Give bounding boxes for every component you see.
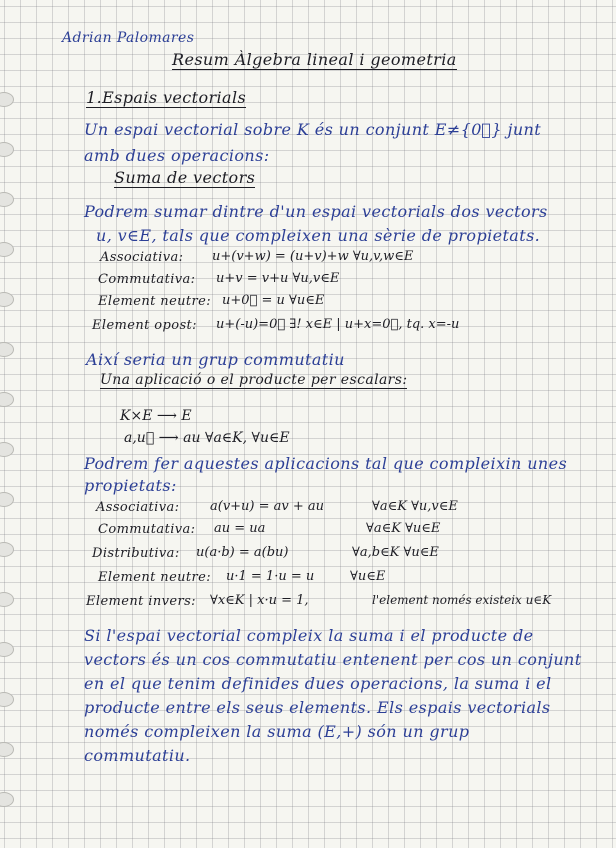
binder-hole bbox=[0, 92, 14, 107]
section-heading: 1.Espais vectorials bbox=[86, 88, 247, 107]
intro-line: amb dues operacions: bbox=[84, 146, 270, 165]
conclusion-line: vectors és un cos commutatiu entenent per cos un conjunt bbox=[84, 650, 582, 669]
binder-hole bbox=[0, 542, 14, 557]
property-quantifier: ∀a,b∈K ∀u∈E bbox=[352, 545, 439, 560]
conclusion-line: només compleixen la suma (E,+) són un grup bbox=[84, 722, 470, 741]
subheading-sum: Suma de vectors bbox=[114, 168, 256, 187]
property-name: Associativa: bbox=[100, 250, 184, 265]
property-formula: u+0⃗ = u ∀u∈E bbox=[222, 293, 325, 308]
property-name: Element invers: bbox=[86, 594, 196, 609]
property-name: Distributiva: bbox=[92, 546, 180, 561]
property-name: Element neutre: bbox=[98, 294, 212, 309]
scalar-intro-line: propietats: bbox=[84, 476, 177, 495]
binder-hole bbox=[0, 592, 14, 607]
subheading-scalar: Una aplicació o el producte per escalars: bbox=[100, 372, 408, 388]
binder-hole bbox=[0, 242, 14, 257]
property-name: Element opost: bbox=[92, 318, 197, 333]
binder-hole bbox=[0, 192, 14, 207]
conclusion-line: commutatiu. bbox=[84, 746, 191, 765]
binder-hole bbox=[0, 392, 14, 407]
group-note: Així seria un grup commutatiu bbox=[86, 350, 345, 369]
binder-hole bbox=[0, 342, 14, 357]
property-formula: ∀x∈K | x·u = 1, bbox=[210, 593, 309, 608]
author-name: Adrian Palomares bbox=[62, 30, 195, 46]
property-formula: au = ua bbox=[214, 521, 266, 536]
conclusion-line: en el que tenim definides dues operacions, la suma i el bbox=[84, 674, 552, 693]
sum-intro-line: u, v∈E, tals que compleixen una sèrie de propietats. bbox=[96, 226, 541, 245]
binder-hole bbox=[0, 142, 14, 157]
scalar-intro-line: Podrem fer aquestes aplicacions tal que compleixin unes bbox=[84, 454, 568, 473]
binder-hole bbox=[0, 642, 14, 657]
sum-intro-line: Podrem sumar dintre d'un espai vectorials dos vectors bbox=[84, 202, 548, 221]
binder-hole bbox=[0, 792, 14, 807]
property-name: Commutativa: bbox=[98, 522, 196, 537]
conclusion-line: Si l'espai vectorial compleix la suma i el producte de bbox=[84, 626, 534, 645]
property-quantifier: ∀u∈E bbox=[350, 569, 386, 584]
conclusion-line: producte entre els seus elements. Els espais vectorials bbox=[84, 698, 551, 717]
property-formula: u+(-u)=0⃗ ∃! x∈E | u+x=0⃗, tq. x=-u bbox=[216, 317, 460, 332]
property-formula: u+(v+w) = (u+v)+w ∀u,v,w∈E bbox=[212, 249, 414, 264]
binder-hole bbox=[0, 442, 14, 457]
scalar-map: a,u⃗ ⟶ au ∀a∈K, ∀u∈E bbox=[124, 430, 290, 446]
property-formula: a(v+u) = av + au bbox=[210, 499, 325, 514]
property-quantifier: ∀a∈K ∀u∈E bbox=[366, 521, 441, 536]
property-formula: u·1 = 1·u = u bbox=[226, 569, 315, 584]
binder-hole bbox=[0, 742, 14, 757]
property-quantifier: ∀a∈K ∀u,v∈E bbox=[372, 499, 458, 514]
property-name: Element neutre: bbox=[98, 570, 212, 585]
binder-hole bbox=[0, 492, 14, 507]
intro-line: Un espai vectorial sobre K és un conjunt E≠{0⃗} junt bbox=[84, 120, 542, 139]
scalar-map: K×E ⟶ E bbox=[120, 408, 192, 424]
binder-hole bbox=[0, 292, 14, 307]
binder-hole bbox=[0, 692, 14, 707]
page-title: Resum Àlgebra lineal i geometria bbox=[172, 50, 457, 69]
property-formula: u+v = v+u ∀u,v∈E bbox=[216, 271, 340, 286]
property-quantifier: l'element només existeix u∈K bbox=[372, 593, 552, 607]
property-name: Associativa: bbox=[96, 500, 180, 515]
property-name: Commutativa: bbox=[98, 272, 196, 287]
property-formula: u(a·b) = a(bu) bbox=[196, 545, 289, 560]
